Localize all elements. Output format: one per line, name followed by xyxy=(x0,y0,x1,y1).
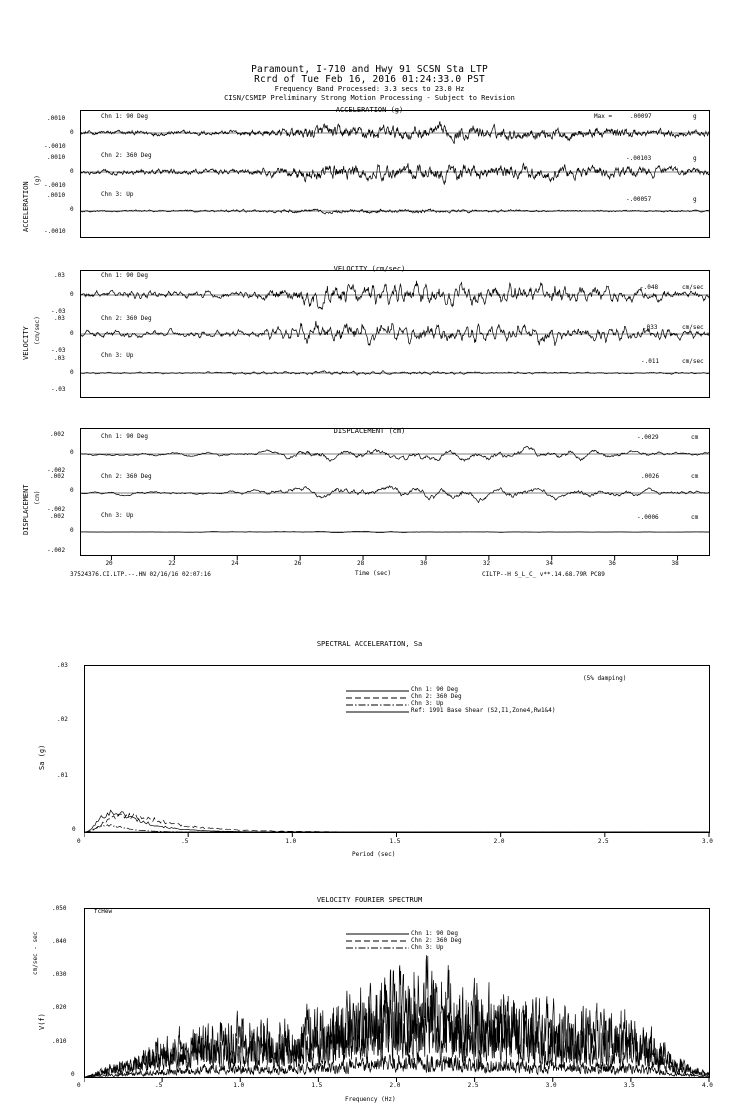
vel-ch2-ytick-zero: 0 xyxy=(70,330,74,337)
vel-ch3-units: cm/sec xyxy=(682,358,704,365)
spectral-ytick-2: .02 xyxy=(57,716,68,723)
velocity-panel-title: VELOCITY (cm/sec) xyxy=(333,265,406,273)
vel-ch3-ytick-bot: -.03 xyxy=(51,386,66,393)
fourier-yunits: cm/sec - sec xyxy=(32,931,39,975)
dis-ch2-peak: .0026 xyxy=(641,473,660,480)
fourier-tick-label: .5 xyxy=(155,1082,163,1089)
dis-ch3-name: Chn 3: Up xyxy=(101,512,134,519)
fourier-tick-label: 1.0 xyxy=(233,1082,245,1089)
acc-ch1-peak: .00097 xyxy=(630,113,652,120)
displacement-plot xyxy=(80,428,710,556)
acc-ch1-ytick-zero: 0 xyxy=(70,129,74,136)
spectral-tick-label: .5 xyxy=(181,838,189,845)
acc-ch2-ytick-top: .0010 xyxy=(47,154,66,161)
fourier-tick-label: 3.0 xyxy=(545,1082,557,1089)
spectral-legend-4: Ref: 1991 Base Shear (S2,I1,Zone4,Rw1&4) xyxy=(411,707,556,714)
acceleration-axis-units: (g) xyxy=(34,175,41,186)
spectral-tick-label: 1.0 xyxy=(285,838,297,845)
dis-ch1-ytick-zero: 0 xyxy=(70,449,74,456)
footer-left: 37524376.CI.LTP.--.HN 02/16/16 02:07:16 xyxy=(70,571,211,578)
fourier-tick-label: 4.0 xyxy=(702,1082,713,1089)
vel-ch1-ytick-top: .03 xyxy=(54,272,65,279)
time-tick-label: 30 xyxy=(419,560,428,567)
fourier-ytick-3: .030 xyxy=(52,971,67,978)
acc-max-prefix: Max = xyxy=(594,113,613,120)
time-tick-label: 38 xyxy=(671,560,679,567)
acc-ch3-peak: -.00057 xyxy=(626,196,652,203)
fourier-tick-label: 0 xyxy=(77,1082,81,1089)
fourier-tick-label: 3.5 xyxy=(623,1082,635,1089)
fourier-ylabel: V(f) xyxy=(38,1013,46,1030)
acc-ch2-ytick-zero: 0 xyxy=(70,168,74,175)
fourier-ytick-4: .040 xyxy=(52,938,67,945)
spectral-ytick-0: 0 xyxy=(72,826,76,833)
fourier-tick-label: 2.5 xyxy=(467,1082,479,1089)
time-tick-label: 26 xyxy=(294,560,302,567)
acc-ch2-name: Chn 2: 360 Deg xyxy=(101,152,152,159)
time-tick-label: 22 xyxy=(168,560,176,567)
spectral-tick-label: 3.0 xyxy=(702,838,713,845)
vel-ch3-name: Chn 3: Up xyxy=(101,352,134,359)
fourier-plot xyxy=(84,908,710,1078)
fourier-xtick-labels xyxy=(0,1082,739,1094)
dis-ch1-units: cm xyxy=(691,434,699,441)
dis-ch1-name: Chn 1: 90 Deg xyxy=(101,433,148,440)
vel-ch3-peak: -.011 xyxy=(641,358,660,365)
acc-ch3-name: Chn 3: Up xyxy=(101,191,134,198)
acc-ch1-units: g xyxy=(693,113,697,120)
vel-ch1-ytick-bot: -.03 xyxy=(51,308,66,315)
spectral-ylabel: Sa (g) xyxy=(38,744,46,770)
spectral-tick-label: 0 xyxy=(77,838,81,845)
fourier-ytick-1: .010 xyxy=(52,1038,67,1045)
spectral-ytick-1: .01 xyxy=(57,772,68,779)
fourier-title: VELOCITY FOURIER SPECTRUM xyxy=(316,896,423,904)
displacement-axis-units: (cm) xyxy=(34,490,41,505)
fourier-legend-3: Chn 3: Up xyxy=(411,944,444,951)
acceleration-plot xyxy=(80,110,710,238)
dis-ch2-name: Chn 2: 360 Deg xyxy=(101,473,152,480)
vel-ch2-ytick-bot: -.03 xyxy=(51,347,66,354)
vel-ch3-ytick-zero: 0 xyxy=(70,369,74,376)
acc-ch1-name: Chn 1: 90 Deg xyxy=(101,113,148,120)
acc-ch3-units: g xyxy=(693,196,697,203)
vel-ch1-units: cm/sec xyxy=(682,284,704,291)
acc-ch2-units: g xyxy=(693,155,697,162)
dis-ch1-peak: -.0029 xyxy=(637,434,659,441)
fourier-legend-1: Chn 1: 90 Deg xyxy=(411,930,458,937)
velocity-axis-units: (cm/sec) xyxy=(34,316,41,345)
fourier-corner-note: fcHew xyxy=(94,908,113,915)
time-tick-label: 32 xyxy=(482,560,491,567)
report-subtitle-band: Frequency Band Processed: 3.3 secs to 23.0 Hz xyxy=(274,85,465,93)
vel-ch1-ytick-zero: 0 xyxy=(70,291,74,298)
vel-ch2-name: Chn 2: 360 Deg xyxy=(101,315,152,322)
vel-ch2-ytick-top: .03 xyxy=(54,315,65,322)
fourier-ytick-0: 0 xyxy=(71,1071,75,1078)
fourier-tick-label: 1.5 xyxy=(311,1082,323,1089)
fourier-xlabel: Frequency (Hz) xyxy=(345,1096,396,1103)
dis-ch3-units: cm xyxy=(691,514,699,521)
spectral-legend-3: Chn 3: Up xyxy=(411,700,444,707)
dis-ch1-ytick-top: .002 xyxy=(50,431,65,438)
spectral-title: SPECTRAL ACCELERATION, Sa xyxy=(316,640,423,648)
spectral-legend-1: Chn 1: 90 Deg xyxy=(411,686,458,693)
report-title-line2: Rcrd of Tue Feb 16, 2016 01:24:33.0 PST xyxy=(254,74,485,85)
fourier-legend-2: Chn 2: 360 Deg xyxy=(411,937,462,944)
acc-ch1-ytick-top: .0010 xyxy=(47,115,66,122)
spectral-ytick-3: .03 xyxy=(57,662,68,669)
acc-ch2-peak: -.00103 xyxy=(626,155,652,162)
spectral-tick-label: 2.0 xyxy=(493,838,505,845)
vel-ch2-units: cm/sec xyxy=(682,324,704,331)
report-subtitle-agency: CISN/CSMIP Preliminary Strong Motion Processing - Subject to Revision xyxy=(224,94,515,102)
spectral-plot xyxy=(84,665,710,833)
dis-ch2-units: cm xyxy=(691,473,699,480)
vel-ch1-peak: -.048 xyxy=(640,284,659,291)
dis-ch3-ytick-top: .002 xyxy=(50,513,65,520)
time-tick-label: 20 xyxy=(105,560,113,567)
acc-ch2-ytick-bot: -.0010 xyxy=(44,182,66,189)
vel-ch2-peak: .033 xyxy=(643,324,658,331)
dis-ch3-ytick-bot: -.002 xyxy=(47,547,66,554)
acc-ch3-ytick-top: .0010 xyxy=(47,192,66,199)
time-tick-label: 24 xyxy=(231,560,239,567)
spectral-xlabel: Period (sec) xyxy=(352,851,396,858)
displacement-panel-title: DISPLACEMENT (cm) xyxy=(333,427,406,435)
acceleration-axis-label: ACCELERATION xyxy=(22,181,30,232)
spectral-tick-label: 1.5 xyxy=(389,838,401,845)
spectral-legend-2: Chn 2: 360 Deg xyxy=(411,693,462,700)
spectral-tick-label: 2.5 xyxy=(597,838,609,845)
dis-ch2-ytick-bot: -.002 xyxy=(47,506,66,513)
time-tick-label: 36 xyxy=(608,560,616,567)
time-tick-label: 34 xyxy=(545,560,553,567)
vel-ch3-ytick-top: .03 xyxy=(54,355,65,362)
spectral-damping-note: (5% damping) xyxy=(583,675,627,682)
displacement-axis-label: DISPLACEMENT xyxy=(22,484,30,535)
fourier-ytick-2: .020 xyxy=(52,1004,67,1011)
time-axis-label: Time (sec) xyxy=(355,570,392,577)
fourier-ytick-5: .050 xyxy=(52,905,67,912)
dis-ch3-peak: -.0006 xyxy=(637,514,659,521)
dis-ch1-ytick-bot: -.002 xyxy=(47,467,66,474)
time-tick-label: 28 xyxy=(357,560,365,567)
acc-ch3-ytick-bot: -.0010 xyxy=(44,228,66,235)
fourier-tick-label: 2.0 xyxy=(389,1082,401,1089)
dis-ch3-ytick-zero: 0 xyxy=(70,527,74,534)
acc-ch3-ytick-zero: 0 xyxy=(70,206,74,213)
report-title-line1: Paramount, I-710 and Hwy 91 SCSN Sta LTP xyxy=(251,64,488,75)
dis-ch2-ytick-top: .002 xyxy=(50,473,65,480)
spectral-xtick-labels xyxy=(0,838,739,850)
velocity-plot xyxy=(80,270,710,398)
dis-ch2-ytick-zero: 0 xyxy=(70,487,74,494)
acceleration-panel-title: ACCELERATION (g) xyxy=(335,106,404,114)
vel-ch1-name: Chn 1: 90 Deg xyxy=(101,272,148,279)
velocity-axis-label: VELOCITY xyxy=(22,326,30,360)
footer-right: CILTP--H S_L_C_ v**.14.68.79R PC89 xyxy=(482,571,605,578)
acc-ch1-ytick-bot: -.0010 xyxy=(44,143,66,150)
